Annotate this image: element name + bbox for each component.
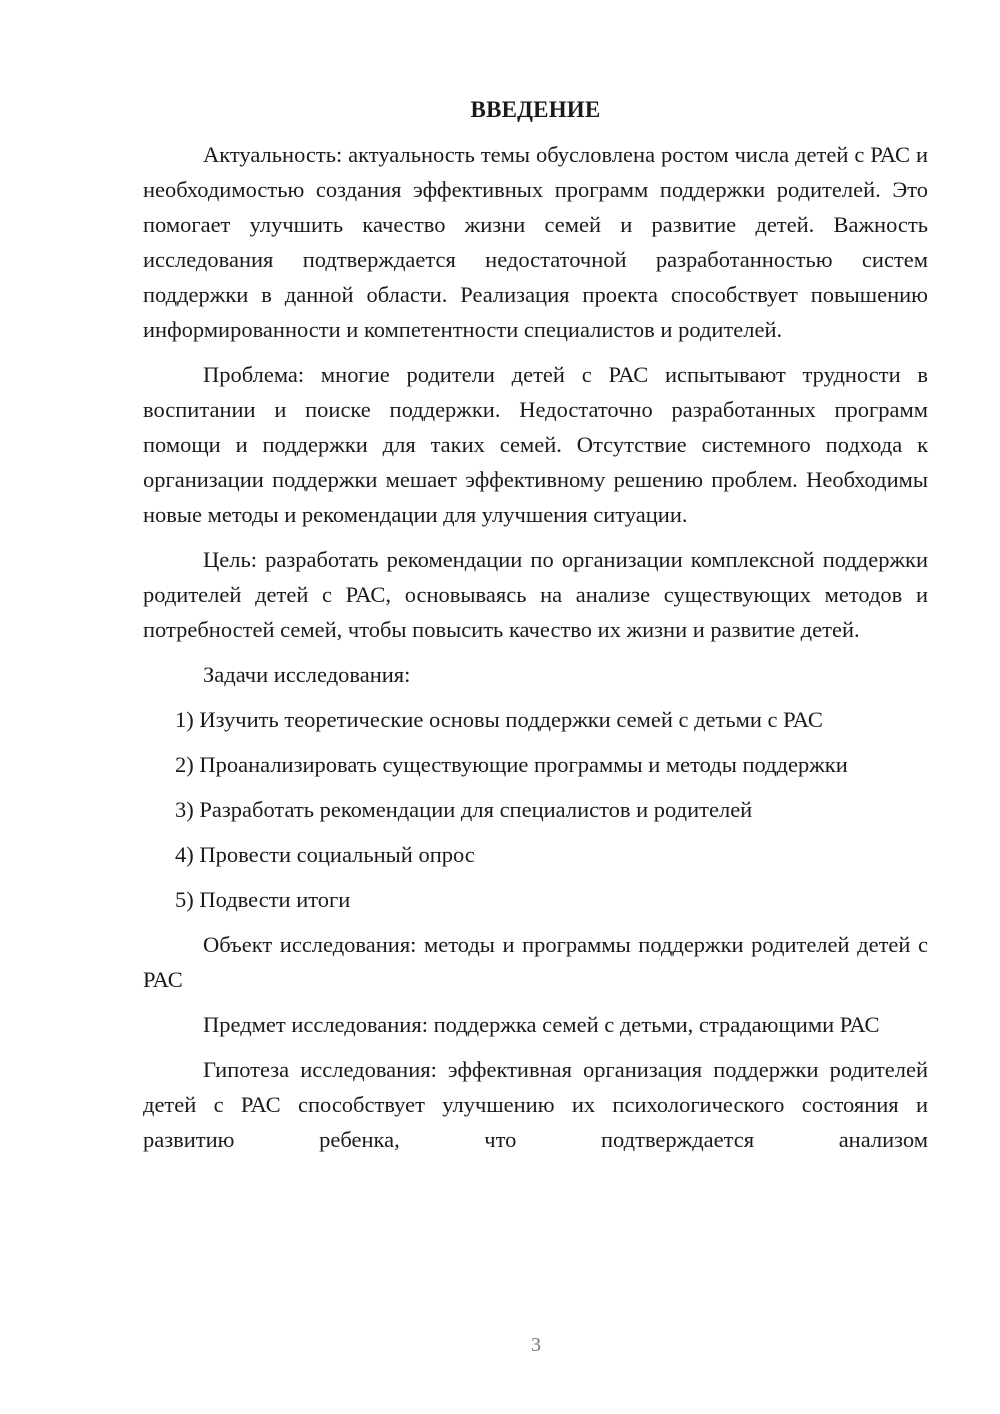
- page-content: [143, 95, 928, 1167]
- task-item: 1) Изучить теоретические основы поддержки семей с детьми с РАС: [175, 707, 823, 732]
- subject-paragraph: Предмет исследования: поддержка семей с детьми, страдающими РАС: [203, 1012, 880, 1037]
- task-item: 3) Разработать рекомендации для специалистов и родителей: [175, 797, 753, 822]
- object-paragraph: Объект исследования: методы и программы поддержки родителей детей с РАС: [143, 932, 928, 992]
- page-number: 3: [531, 1334, 541, 1356]
- problem-paragraph: Проблема: многие родители детей с РАС испытывают трудности в воспитании и поиске поддержки. Недостаточно разработанных программ помощи и поддержки для таких семей. Отсутствие системного подхода к организации поддержки мешает эффективному решению проблем. Необходимы новые методы и рекомендации для улучшения ситуации.: [143, 362, 928, 527]
- tasks-list: [143, 702, 928, 917]
- hypothesis-paragraph: Гипотеза исследования: эффективная организация поддержки родителей детей с РАС способствует улучшению их психологического состояния и развитию ребенка, что подтверждается анализом: [143, 1057, 928, 1152]
- page-title: ВВЕДЕНИЕ: [470, 97, 601, 122]
- task-item: 4) Провести социальный опрос: [175, 842, 475, 867]
- goal-paragraph: Цель: разработать рекомендации по организации комплексной поддержки родителей детей с РАС, основываясь на анализе существующих методов и потребностей семей, чтобы повысить качество их жизни и развитие детей.: [143, 547, 928, 642]
- tasks-heading: Задачи исследования:: [203, 662, 411, 687]
- relevance-paragraph: Актуальность: актуальность темы обусловлена ростом числа детей с РАС и необходимостью создания эффективных программ поддержки родителей. Это помогает улучшить качество жизни семей и развитие детей. Важность исследования подтверждается недостаточной разработанностью систем поддержки в данной области. Реализация проекта способствует повышению информированности и компетентности специалистов и родителей.: [143, 142, 928, 342]
- task-item: 5) Подвести итоги: [175, 887, 351, 912]
- task-item: 2) Проанализировать существующие программы и методы поддержки: [175, 752, 848, 777]
